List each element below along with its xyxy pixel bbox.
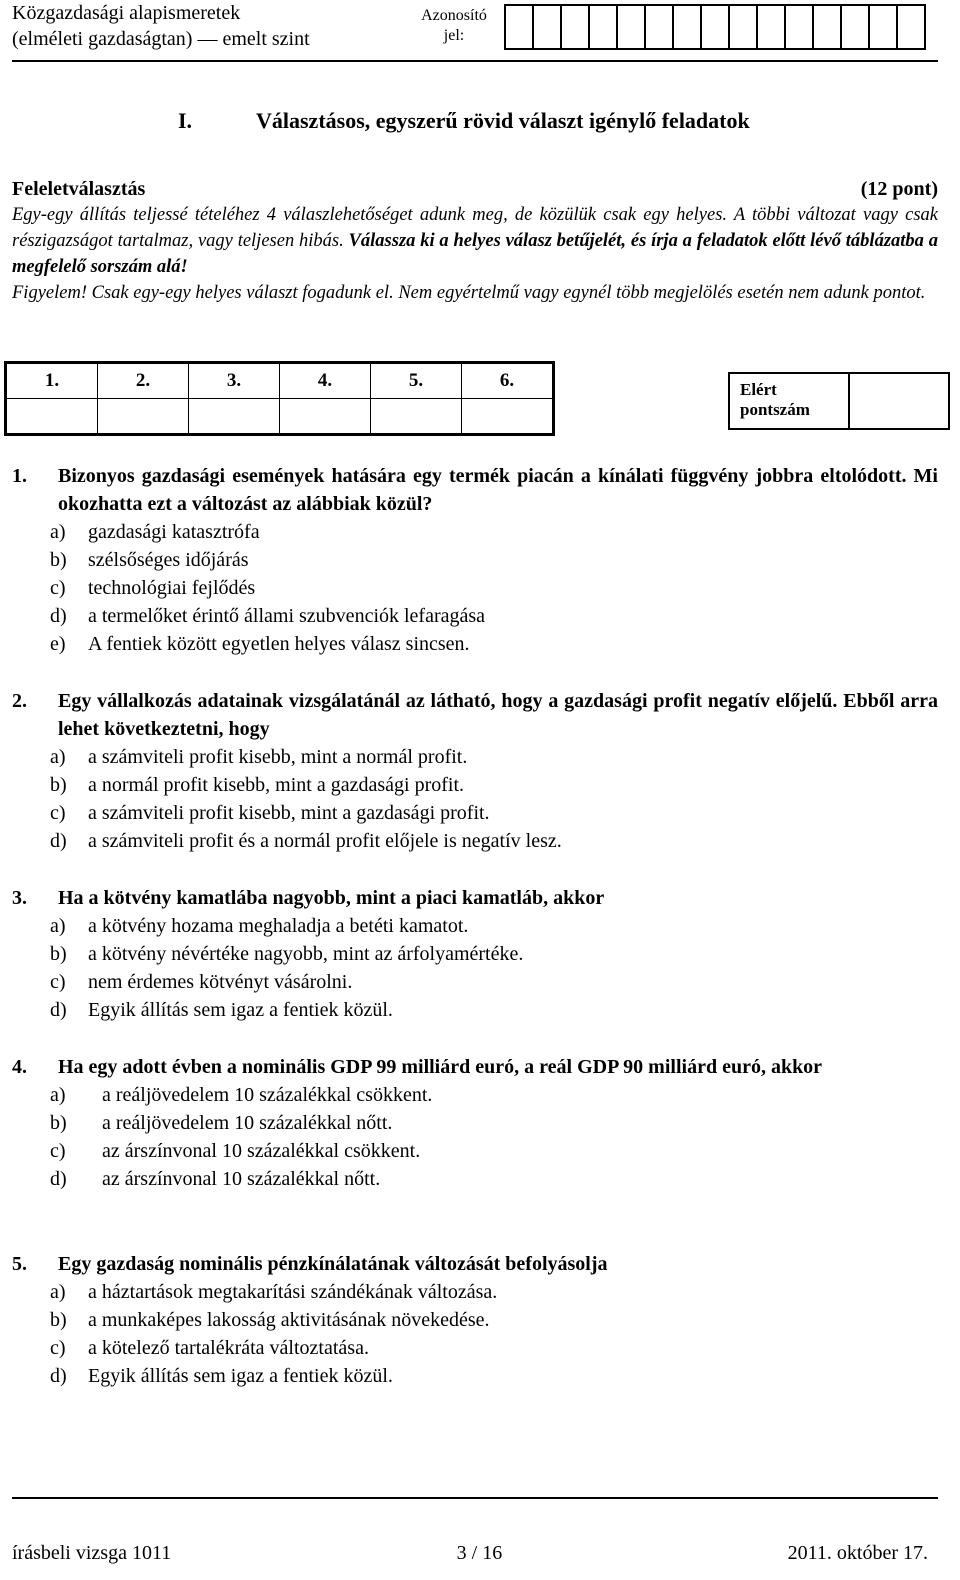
id-label [404,6,504,46]
option-letter: e) [50,633,66,655]
option-letter: c) [50,971,66,993]
question-1 [12,462,938,658]
option-letter: a) [50,746,66,768]
option-text: a munkaképes lakosság aktivitásának növekedése. [88,1309,490,1331]
section-title-text: Választásos, egyszerű rövid választ igénylő feladatok [256,108,750,133]
answer-cell[interactable] [371,399,462,435]
answer-table [4,361,555,436]
option-text: a reáljövedelem 10 százalékkal csökkent. [102,1084,433,1106]
option-list [12,743,938,855]
attention-text: Csak egy-egy helyes választ fogadunk el. Nem egyértelmű vagy egynél több megjelölés esetén nem adunk pontot. [91,283,926,303]
answer-table-input-row [6,399,554,435]
option-item [12,799,938,827]
section-number: I. [178,108,193,133]
instructions-attention [12,280,938,306]
attention-label: Figyelem! [12,283,87,303]
option-list [12,1081,938,1193]
option-letter: d) [50,1365,67,1387]
option-item [12,1306,938,1334]
option-letter: d) [50,605,67,627]
question-stem: Bizonyos gazdasági események hatására egy termék piacán a kínálati függvény jobbra eltolódott. Mi okozhatta ezt a változást az alábbiak közül? [58,465,938,515]
score-box [728,372,950,430]
option-letter: c) [50,1140,66,1162]
question-number: 4. [12,1056,27,1078]
option-list [12,518,938,658]
instructions [12,176,938,306]
answer-cell[interactable] [189,399,280,435]
option-item [12,996,938,1024]
option-text: a kötvény hozama meghaladja a betéti kamatot. [88,915,469,937]
id-box[interactable] [814,6,842,50]
option-letter: b) [50,943,67,965]
option-letter: c) [50,1337,66,1359]
option-text: gazdasági katasztrófa [88,521,260,543]
answer-cell[interactable] [280,399,371,435]
answer-header: 5. [371,363,462,399]
option-item [12,1165,938,1193]
option-text: az árszínvonal 10 százalékkal nőtt. [102,1168,381,1190]
answer-header: 3. [189,363,280,399]
option-letter: b) [50,1309,67,1331]
option-text: Egyik állítás sem igaz a fentiek közül. [88,1365,393,1387]
option-item [12,518,938,546]
id-box[interactable] [758,6,786,50]
id-box[interactable] [842,6,870,50]
question-number: 1. [12,465,27,487]
score-label: Elért pontszám [730,374,850,428]
id-box[interactable] [646,6,674,50]
option-letter: c) [50,577,66,599]
id-box[interactable] [898,6,926,50]
option-letter: a) [50,1281,66,1303]
instructions-text [12,202,938,280]
option-text: a számviteli profit kisebb, mint a normál profit. [88,746,468,768]
option-item [12,1109,938,1137]
option-item [12,1334,938,1362]
question-4 [12,1053,938,1193]
option-letter: b) [50,549,67,571]
header-subject-line2: (elméleti gazdaságtan) — emelt szint [12,28,310,50]
question-number: 3. [12,887,27,909]
question-stem: Ha a kötvény kamatlába nagyobb, mint a piaci kamatláb, akkor [58,887,605,909]
page-number: 3 / 16 [456,1542,503,1564]
question-2 [12,687,938,855]
header-subject-line1: Közgazdasági alapismeretek [12,2,241,24]
option-item [12,574,938,602]
option-text: a reáljövedelem 10 százalékkal nőtt. [102,1112,393,1134]
footer-date: 2011. október 17. [787,1542,928,1564]
option-item [12,940,938,968]
option-letter: b) [50,1112,67,1134]
question-number: 5. [12,1253,27,1275]
answer-header: 2. [98,363,189,399]
option-item [12,968,938,996]
option-text: a számviteli profit kisebb, mint a gazdasági profit. [88,802,490,824]
instructions-bold: Válassza ki a helyes válasz betűjelét, és írja a feladatok előtt lévő táblázatba a megfelelő sorszám alá! [12,231,938,277]
id-box[interactable] [702,6,730,50]
option-text: a számviteli profit és a normál profit előjele is negatív lesz. [88,830,562,852]
option-letter: a) [50,1084,66,1106]
option-letter: d) [50,830,67,852]
option-letter: d) [50,999,67,1021]
option-item [12,1362,938,1390]
id-box[interactable] [506,6,534,50]
question-stem: Egy gazdaság nominális pénzkínálatának változását befolyásolja [58,1253,608,1275]
answer-cell[interactable] [6,399,98,435]
option-letter: c) [50,802,66,824]
id-box[interactable] [618,6,646,50]
option-item [12,1081,938,1109]
option-item [12,1137,938,1165]
id-box[interactable] [786,6,814,50]
id-box[interactable] [562,6,590,50]
answer-cell[interactable] [98,399,189,435]
option-text: a kötvény névértéke nagyobb, mint az árfolyamértéke. [88,943,524,965]
footer [12,1542,928,1565]
option-text: a háztartások megtakarítási szándékának változása. [88,1281,498,1303]
option-list [12,912,938,1024]
footer-exam-label: írásbeli vizsga 1011 [12,1542,172,1564]
question-stem: Ha egy adott évben a nominális GDP 99 milliárd euró, a reál GDP 90 milliárd euró, akkor [58,1056,823,1078]
option-letter: b) [50,774,67,796]
option-list [12,1278,938,1390]
option-text: a kötelező tartalékráta változtatása. [88,1337,369,1359]
instructions-points: (12 pont) [860,178,938,200]
id-input-boxes [504,4,926,50]
option-letter: d) [50,1168,67,1190]
footer-rule [12,1497,938,1499]
score-value[interactable] [850,374,948,428]
answer-header: 1. [6,363,98,399]
option-text: Egyik állítás sem igaz a fentiek közül. [88,999,393,1021]
id-box[interactable] [730,6,758,50]
answer-table-header-row [6,363,554,399]
header-subject [12,0,310,52]
option-item [12,912,938,940]
id-label-line1: Azonosító [421,7,487,24]
instructions-italic: Egy-egy állítás teljessé tételéhez 4 válaszlehetőséget adunk meg, de közülük csak egy helyes. A többi változat vagy csak részigazságot tartalmaz, vagy teljesen hibás. [12,205,938,251]
question-3 [12,884,938,1024]
instructions-heading: Feleletválasztás [12,178,146,200]
id-label-line2: jel: [443,27,465,44]
option-item [12,743,938,771]
question-number: 2. [12,690,27,712]
option-text: technológiai fejlődés [88,577,256,599]
instructions-heading-row [12,176,938,202]
header-rule [12,60,938,62]
option-item [12,1278,938,1306]
option-item [12,771,938,799]
option-text: a termelőket érintő állami szubvenciók lefaragása [88,605,486,627]
option-letter: a) [50,521,66,543]
option-text: nem érdemes kötvényt vásárolni. [88,971,353,993]
answer-header: 6. [462,363,554,399]
option-item [12,602,938,630]
option-item [12,827,938,855]
id-box[interactable] [590,6,618,50]
answer-header: 4. [280,363,371,399]
id-box[interactable] [534,6,562,50]
option-letter: a) [50,915,66,937]
option-item [12,546,938,574]
id-box[interactable] [870,6,898,50]
option-text: a normál profit kisebb, mint a gazdasági profit. [88,774,465,796]
option-text: A fentiek között egyetlen helyes válasz sincsen. [88,633,470,655]
question-5 [12,1250,938,1390]
question-stem: Egy vállalkozás adatainak vizsgálatánál az látható, hogy a gazdasági profit negatív előjelű. Ebből arra lehet következtetni, hogy [58,690,938,740]
answer-cell[interactable] [462,399,554,435]
option-text: szélsőséges időjárás [88,549,249,571]
section-title [178,108,750,134]
option-item [12,630,938,658]
id-box[interactable] [674,6,702,50]
option-text: az árszínvonal 10 százalékkal csökkent. [102,1140,421,1162]
